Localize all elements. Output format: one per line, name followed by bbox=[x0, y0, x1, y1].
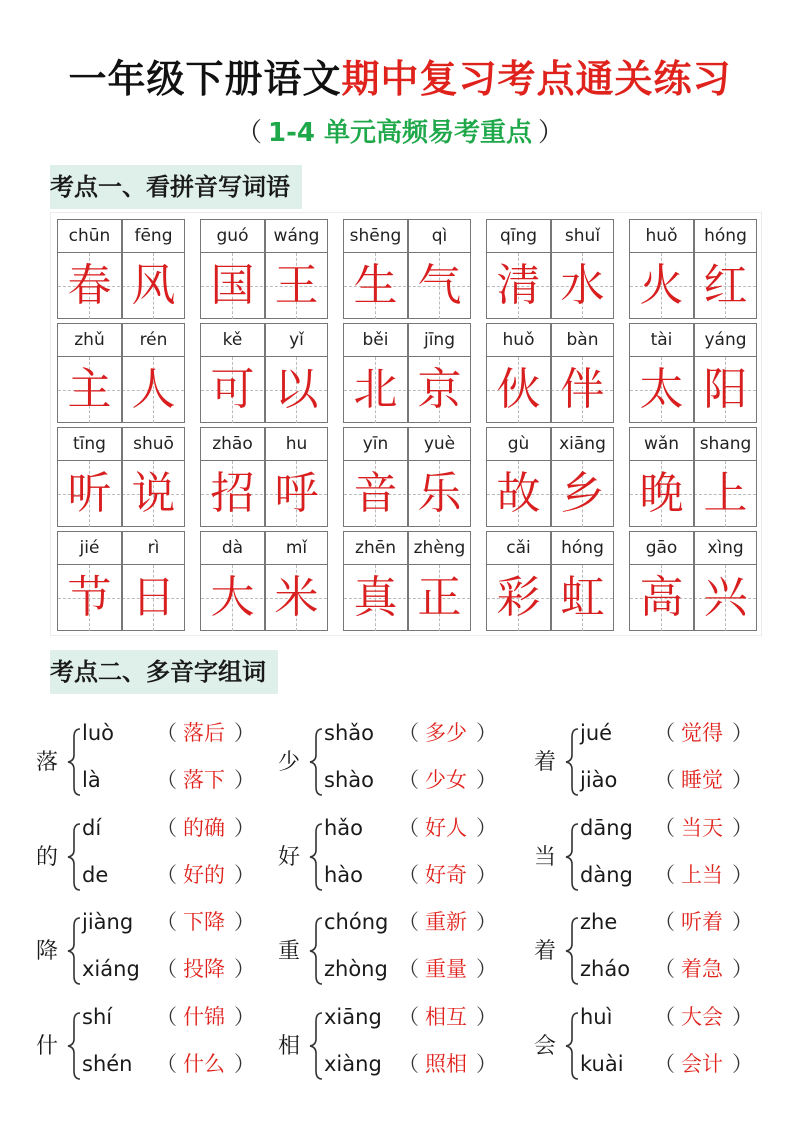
hanzi-right: 乐 bbox=[417, 468, 462, 519]
polyphone-group bbox=[534, 808, 784, 904]
polyphone-reading bbox=[324, 949, 497, 989]
hanzi-left: 国 bbox=[210, 260, 255, 311]
reading-word: 什么 bbox=[183, 1052, 225, 1076]
hanzi-right: 乡 bbox=[560, 468, 605, 519]
word-card bbox=[629, 219, 757, 319]
reading-pinyin: hào bbox=[324, 863, 364, 887]
close-paren: ） bbox=[476, 863, 497, 887]
reading-word: 上当 bbox=[681, 863, 723, 887]
pinyin-right: hóng bbox=[704, 226, 747, 246]
brace-icon bbox=[66, 822, 82, 892]
close-paren: ） bbox=[732, 768, 753, 792]
word-card bbox=[629, 323, 757, 423]
pinyin-right: shuǐ bbox=[564, 226, 601, 246]
pinyin-left: yīn bbox=[362, 434, 389, 454]
pinyin-right: jīng bbox=[423, 330, 455, 350]
pinyin-left: zhēn bbox=[355, 538, 396, 558]
reading-word: 下降 bbox=[183, 910, 225, 934]
subtitle-open-paren: （ bbox=[235, 118, 262, 148]
reading-pinyin: shí bbox=[82, 1005, 113, 1029]
polyphone-reading bbox=[324, 1044, 497, 1084]
polyphone-char: 着 bbox=[534, 750, 557, 775]
open-paren: （ bbox=[156, 910, 177, 934]
word-card bbox=[486, 531, 614, 631]
hanzi-right: 以 bbox=[274, 364, 319, 415]
polyphone-group bbox=[36, 808, 286, 904]
polyphone-char: 落 bbox=[36, 750, 59, 775]
hanzi-left: 高 bbox=[639, 572, 684, 623]
reading-word: 觉得 bbox=[681, 721, 723, 745]
polyphone-reading bbox=[324, 713, 497, 753]
hanzi-right: 正 bbox=[417, 572, 462, 623]
word-card bbox=[486, 219, 614, 319]
reading-word: 多少 bbox=[425, 721, 467, 745]
reading-pinyin: chóng bbox=[324, 910, 389, 934]
hanzi-left: 真 bbox=[353, 572, 398, 623]
word-card bbox=[343, 219, 471, 319]
reading-pinyin: shén bbox=[82, 1052, 133, 1076]
polyphone-char: 少 bbox=[278, 750, 301, 775]
close-paren: ） bbox=[476, 1005, 497, 1029]
reading-word: 落下 bbox=[183, 768, 225, 792]
pinyin-left: tīng bbox=[73, 434, 106, 454]
pinyin-left: shēng bbox=[349, 226, 402, 246]
open-paren: （ bbox=[156, 863, 177, 887]
hanzi-left: 太 bbox=[639, 364, 684, 415]
word-card bbox=[57, 219, 185, 319]
polyphone-reading bbox=[580, 808, 753, 848]
polyphone-group bbox=[36, 713, 286, 809]
open-paren: （ bbox=[654, 816, 675, 840]
reading-word: 相互 bbox=[425, 1005, 467, 1029]
open-paren: （ bbox=[398, 768, 419, 792]
hanzi-right: 米 bbox=[274, 572, 319, 623]
pinyin-left: huǒ bbox=[502, 330, 535, 350]
open-paren: （ bbox=[398, 863, 419, 887]
pinyin-left: gù bbox=[507, 434, 530, 454]
open-paren: （ bbox=[654, 910, 675, 934]
reading-word: 什锦 bbox=[183, 1005, 225, 1029]
brace-icon bbox=[66, 1011, 82, 1081]
close-paren: ） bbox=[476, 816, 497, 840]
reading-pinyin: shào bbox=[324, 768, 374, 792]
reading-pinyin: luò bbox=[82, 721, 114, 745]
polyphone-char: 重 bbox=[278, 939, 301, 964]
reading-pinyin: dàng bbox=[580, 863, 633, 887]
polyphone-reading bbox=[580, 1044, 753, 1084]
subtitle-close-paren: ） bbox=[538, 118, 565, 148]
open-paren: （ bbox=[654, 1052, 675, 1076]
polyphone-reading bbox=[580, 902, 753, 942]
reading-pinyin: là bbox=[82, 768, 101, 792]
close-paren: ） bbox=[732, 957, 753, 981]
polyphone-char: 什 bbox=[36, 1034, 59, 1059]
hanzi-left: 可 bbox=[210, 364, 255, 415]
close-paren: ） bbox=[732, 1005, 753, 1029]
brace-icon bbox=[564, 1011, 580, 1081]
reading-word: 睡觉 bbox=[681, 768, 723, 792]
hanzi-left: 听 bbox=[67, 468, 112, 519]
word-card bbox=[200, 531, 328, 631]
reading-word: 当天 bbox=[681, 816, 723, 840]
polyphone-reading bbox=[580, 997, 753, 1037]
word-card bbox=[343, 427, 471, 527]
reading-pinyin: kuài bbox=[580, 1052, 624, 1076]
open-paren: （ bbox=[156, 957, 177, 981]
open-paren: （ bbox=[398, 910, 419, 934]
pinyin-right: mǐ bbox=[285, 538, 308, 558]
close-paren: ） bbox=[234, 721, 255, 745]
reading-pinyin: hǎo bbox=[324, 816, 364, 840]
section2-title: 考点二、多音字组词 bbox=[50, 650, 278, 694]
polyphone-reading bbox=[324, 760, 497, 800]
pinyin-left: zhāo bbox=[212, 434, 253, 454]
reading-word: 少女 bbox=[425, 768, 467, 792]
pinyin-left: zhǔ bbox=[74, 330, 105, 350]
reading-pinyin: shǎo bbox=[324, 721, 374, 745]
page-title bbox=[0, 48, 800, 103]
polyphone-reading bbox=[324, 902, 497, 942]
reading-pinyin: de bbox=[82, 863, 109, 887]
polyphone-reading bbox=[82, 997, 255, 1037]
reading-word: 好的 bbox=[183, 863, 225, 887]
reading-pinyin: xiàng bbox=[324, 1052, 382, 1076]
polyphone-reading bbox=[580, 855, 753, 895]
polyphone-reading bbox=[82, 808, 255, 848]
word-card bbox=[200, 323, 328, 423]
pinyin-right: xiāng bbox=[559, 434, 606, 454]
close-paren: ） bbox=[476, 768, 497, 792]
polyphone-reading bbox=[82, 902, 255, 942]
title-part1: 一年级下册语文 bbox=[68, 57, 342, 101]
brace-icon bbox=[308, 727, 324, 797]
open-paren: （ bbox=[398, 957, 419, 981]
word-card bbox=[486, 323, 614, 423]
polyphone-reading bbox=[324, 997, 497, 1037]
hanzi-right: 气 bbox=[417, 260, 462, 311]
pinyin-left: jié bbox=[79, 538, 100, 558]
hanzi-right: 京 bbox=[417, 364, 462, 415]
hanzi-left: 晚 bbox=[639, 468, 684, 519]
hanzi-left: 生 bbox=[353, 260, 398, 311]
pinyin-right: rén bbox=[139, 330, 168, 350]
brace-icon bbox=[308, 916, 324, 986]
reading-word: 听着 bbox=[681, 910, 723, 934]
reading-word: 着急 bbox=[681, 957, 723, 981]
polyphone-group bbox=[278, 808, 528, 904]
pinyin-right: yuè bbox=[423, 434, 456, 454]
close-paren: ） bbox=[234, 1005, 255, 1029]
reading-pinyin: xiáng bbox=[82, 957, 140, 981]
reading-pinyin: zháo bbox=[580, 957, 631, 981]
polyphone-char: 当 bbox=[534, 845, 557, 870]
reading-word: 会计 bbox=[681, 1052, 723, 1076]
pinyin-left: cǎi bbox=[506, 538, 531, 558]
pinyin-right: shuō bbox=[133, 434, 174, 454]
pinyin-left: gāo bbox=[645, 538, 678, 558]
reading-word: 投降 bbox=[183, 957, 225, 981]
pinyin-right: shang bbox=[699, 434, 752, 454]
hanzi-right: 上 bbox=[703, 468, 748, 519]
reading-pinyin: zhòng bbox=[324, 957, 388, 981]
pinyin-right: qì bbox=[431, 226, 448, 246]
word-card bbox=[57, 323, 185, 423]
pinyin-right: hóng bbox=[561, 538, 604, 558]
open-paren: （ bbox=[156, 1005, 177, 1029]
pinyin-right: rì bbox=[147, 538, 160, 558]
polyphone-char: 的 bbox=[36, 845, 59, 870]
word-card bbox=[486, 427, 614, 527]
open-paren: （ bbox=[156, 768, 177, 792]
hanzi-right: 风 bbox=[131, 260, 176, 311]
close-paren: ） bbox=[234, 1052, 255, 1076]
hanzi-right: 水 bbox=[560, 260, 605, 311]
polyphone-group bbox=[534, 713, 784, 809]
pinyin-left: kě bbox=[222, 330, 243, 350]
polyphone-char: 降 bbox=[36, 939, 59, 964]
close-paren: ） bbox=[476, 721, 497, 745]
polyphone-reading bbox=[324, 855, 497, 895]
page-subtitle bbox=[0, 112, 800, 149]
hanzi-left: 主 bbox=[67, 364, 112, 415]
close-paren: ） bbox=[732, 816, 753, 840]
close-paren: ） bbox=[234, 863, 255, 887]
pinyin-left: huǒ bbox=[645, 226, 678, 246]
polyphone-char: 好 bbox=[278, 845, 301, 870]
close-paren: ） bbox=[234, 957, 255, 981]
section1-title: 考点一、看拼音写词语 bbox=[50, 165, 302, 209]
reading-word: 大会 bbox=[681, 1005, 723, 1029]
reading-pinyin: zhe bbox=[580, 910, 618, 934]
word-card bbox=[57, 531, 185, 631]
pinyin-left: chūn bbox=[68, 226, 111, 246]
reading-pinyin: huì bbox=[580, 1005, 613, 1029]
hanzi-right: 红 bbox=[703, 260, 748, 311]
hanzi-left: 春 bbox=[67, 260, 112, 311]
close-paren: ） bbox=[234, 768, 255, 792]
pinyin-right: hu bbox=[285, 434, 308, 454]
open-paren: （ bbox=[654, 1005, 675, 1029]
hanzi-left: 节 bbox=[67, 572, 112, 623]
polyphone-group bbox=[278, 997, 528, 1093]
hanzi-left: 伙 bbox=[496, 364, 541, 415]
hanzi-left: 火 bbox=[639, 260, 684, 311]
hanzi-right: 呼 bbox=[274, 468, 319, 519]
close-paren: ） bbox=[732, 1052, 753, 1076]
pinyin-right: xìng bbox=[707, 538, 744, 558]
close-paren: ） bbox=[476, 957, 497, 981]
brace-icon bbox=[564, 822, 580, 892]
hanzi-right: 人 bbox=[131, 364, 176, 415]
close-paren: ） bbox=[476, 910, 497, 934]
pinyin-left: wǎn bbox=[643, 434, 680, 454]
reading-pinyin: dí bbox=[82, 816, 102, 840]
brace-icon bbox=[564, 727, 580, 797]
polyphone-char: 着 bbox=[534, 939, 557, 964]
reading-word: 好人 bbox=[425, 816, 467, 840]
polyphone-group bbox=[534, 997, 784, 1093]
word-card bbox=[343, 531, 471, 631]
title-part2: 期中复习考点通关练习 bbox=[341, 57, 732, 101]
brace-icon bbox=[66, 727, 82, 797]
pinyin-left: dà bbox=[221, 538, 244, 558]
pinyin-right: bàn bbox=[566, 330, 599, 350]
open-paren: （ bbox=[654, 721, 675, 745]
polyphone-reading bbox=[82, 1044, 255, 1084]
hanzi-right: 阳 bbox=[703, 364, 748, 415]
polyphone-group bbox=[36, 997, 286, 1093]
word-card bbox=[343, 323, 471, 423]
word-card bbox=[57, 427, 185, 527]
pinyin-left: guó bbox=[216, 226, 249, 246]
hanzi-left: 清 bbox=[496, 260, 541, 311]
open-paren: （ bbox=[156, 816, 177, 840]
word-card bbox=[629, 531, 757, 631]
brace-icon bbox=[308, 1011, 324, 1081]
pinyin-left: běi bbox=[362, 330, 389, 350]
polyphone-reading bbox=[82, 855, 255, 895]
brace-icon bbox=[308, 822, 324, 892]
polyphone-reading bbox=[580, 760, 753, 800]
reading-pinyin: xiāng bbox=[324, 1005, 382, 1029]
pinyin-right: wáng bbox=[273, 226, 320, 246]
hanzi-left: 招 bbox=[210, 468, 255, 519]
hanzi-left: 大 bbox=[210, 572, 255, 623]
hanzi-left: 音 bbox=[353, 468, 398, 519]
hanzi-right: 虹 bbox=[560, 572, 605, 623]
brace-icon bbox=[66, 916, 82, 986]
polyphone-reading bbox=[82, 760, 255, 800]
hanzi-right: 兴 bbox=[703, 572, 748, 623]
close-paren: ） bbox=[732, 721, 753, 745]
hanzi-left: 北 bbox=[353, 364, 398, 415]
open-paren: （ bbox=[398, 1052, 419, 1076]
word-card bbox=[629, 427, 757, 527]
reading-word: 重新 bbox=[425, 910, 467, 934]
hanzi-right: 说 bbox=[131, 468, 176, 519]
close-paren: ） bbox=[234, 816, 255, 840]
open-paren: （ bbox=[654, 768, 675, 792]
pinyin-right: fēng bbox=[134, 226, 173, 246]
open-paren: （ bbox=[654, 863, 675, 887]
reading-pinyin: dāng bbox=[580, 816, 633, 840]
polyphone-reading bbox=[82, 713, 255, 753]
hanzi-right: 王 bbox=[274, 260, 319, 311]
pinyin-word-grid bbox=[50, 212, 762, 636]
open-paren: （ bbox=[156, 1052, 177, 1076]
open-paren: （ bbox=[398, 1005, 419, 1029]
polyphone-reading bbox=[324, 808, 497, 848]
hanzi-right: 伴 bbox=[560, 364, 605, 415]
polyphone-group bbox=[534, 902, 784, 998]
reading-pinyin: jiàng bbox=[82, 910, 134, 934]
hanzi-right: 日 bbox=[131, 572, 176, 623]
polyphone-group bbox=[278, 902, 528, 998]
open-paren: （ bbox=[156, 721, 177, 745]
hanzi-left: 彩 bbox=[496, 572, 541, 623]
close-paren: ） bbox=[234, 910, 255, 934]
close-paren: ） bbox=[732, 910, 753, 934]
pinyin-left: qīng bbox=[499, 226, 538, 246]
reading-pinyin: jué bbox=[580, 721, 613, 745]
polyphone-group bbox=[36, 902, 286, 998]
reading-word: 落后 bbox=[183, 721, 225, 745]
close-paren: ） bbox=[476, 1052, 497, 1076]
reading-pinyin: jiào bbox=[580, 768, 618, 792]
subtitle-text: 1-4 单元高频易考重点 bbox=[267, 118, 533, 148]
open-paren: （ bbox=[398, 816, 419, 840]
word-card bbox=[200, 427, 328, 527]
word-card bbox=[200, 219, 328, 319]
open-paren: （ bbox=[398, 721, 419, 745]
hanzi-left: 故 bbox=[496, 468, 541, 519]
reading-word: 的确 bbox=[183, 816, 225, 840]
close-paren: ） bbox=[732, 863, 753, 887]
polyphone-char: 相 bbox=[278, 1034, 301, 1059]
pinyin-right: yáng bbox=[704, 330, 747, 350]
reading-word: 好奇 bbox=[425, 863, 467, 887]
polyphone-char: 会 bbox=[534, 1034, 557, 1059]
reading-word: 重量 bbox=[425, 957, 467, 981]
reading-word: 照相 bbox=[425, 1052, 467, 1076]
pinyin-right: yǐ bbox=[289, 330, 304, 350]
polyphone-group bbox=[278, 713, 528, 809]
pinyin-right: zhèng bbox=[413, 538, 466, 558]
polyphone-reading bbox=[580, 949, 753, 989]
polyphone-reading bbox=[580, 713, 753, 753]
open-paren: （ bbox=[654, 957, 675, 981]
brace-icon bbox=[564, 916, 580, 986]
pinyin-left: tài bbox=[650, 330, 673, 350]
polyphone-reading bbox=[82, 949, 255, 989]
